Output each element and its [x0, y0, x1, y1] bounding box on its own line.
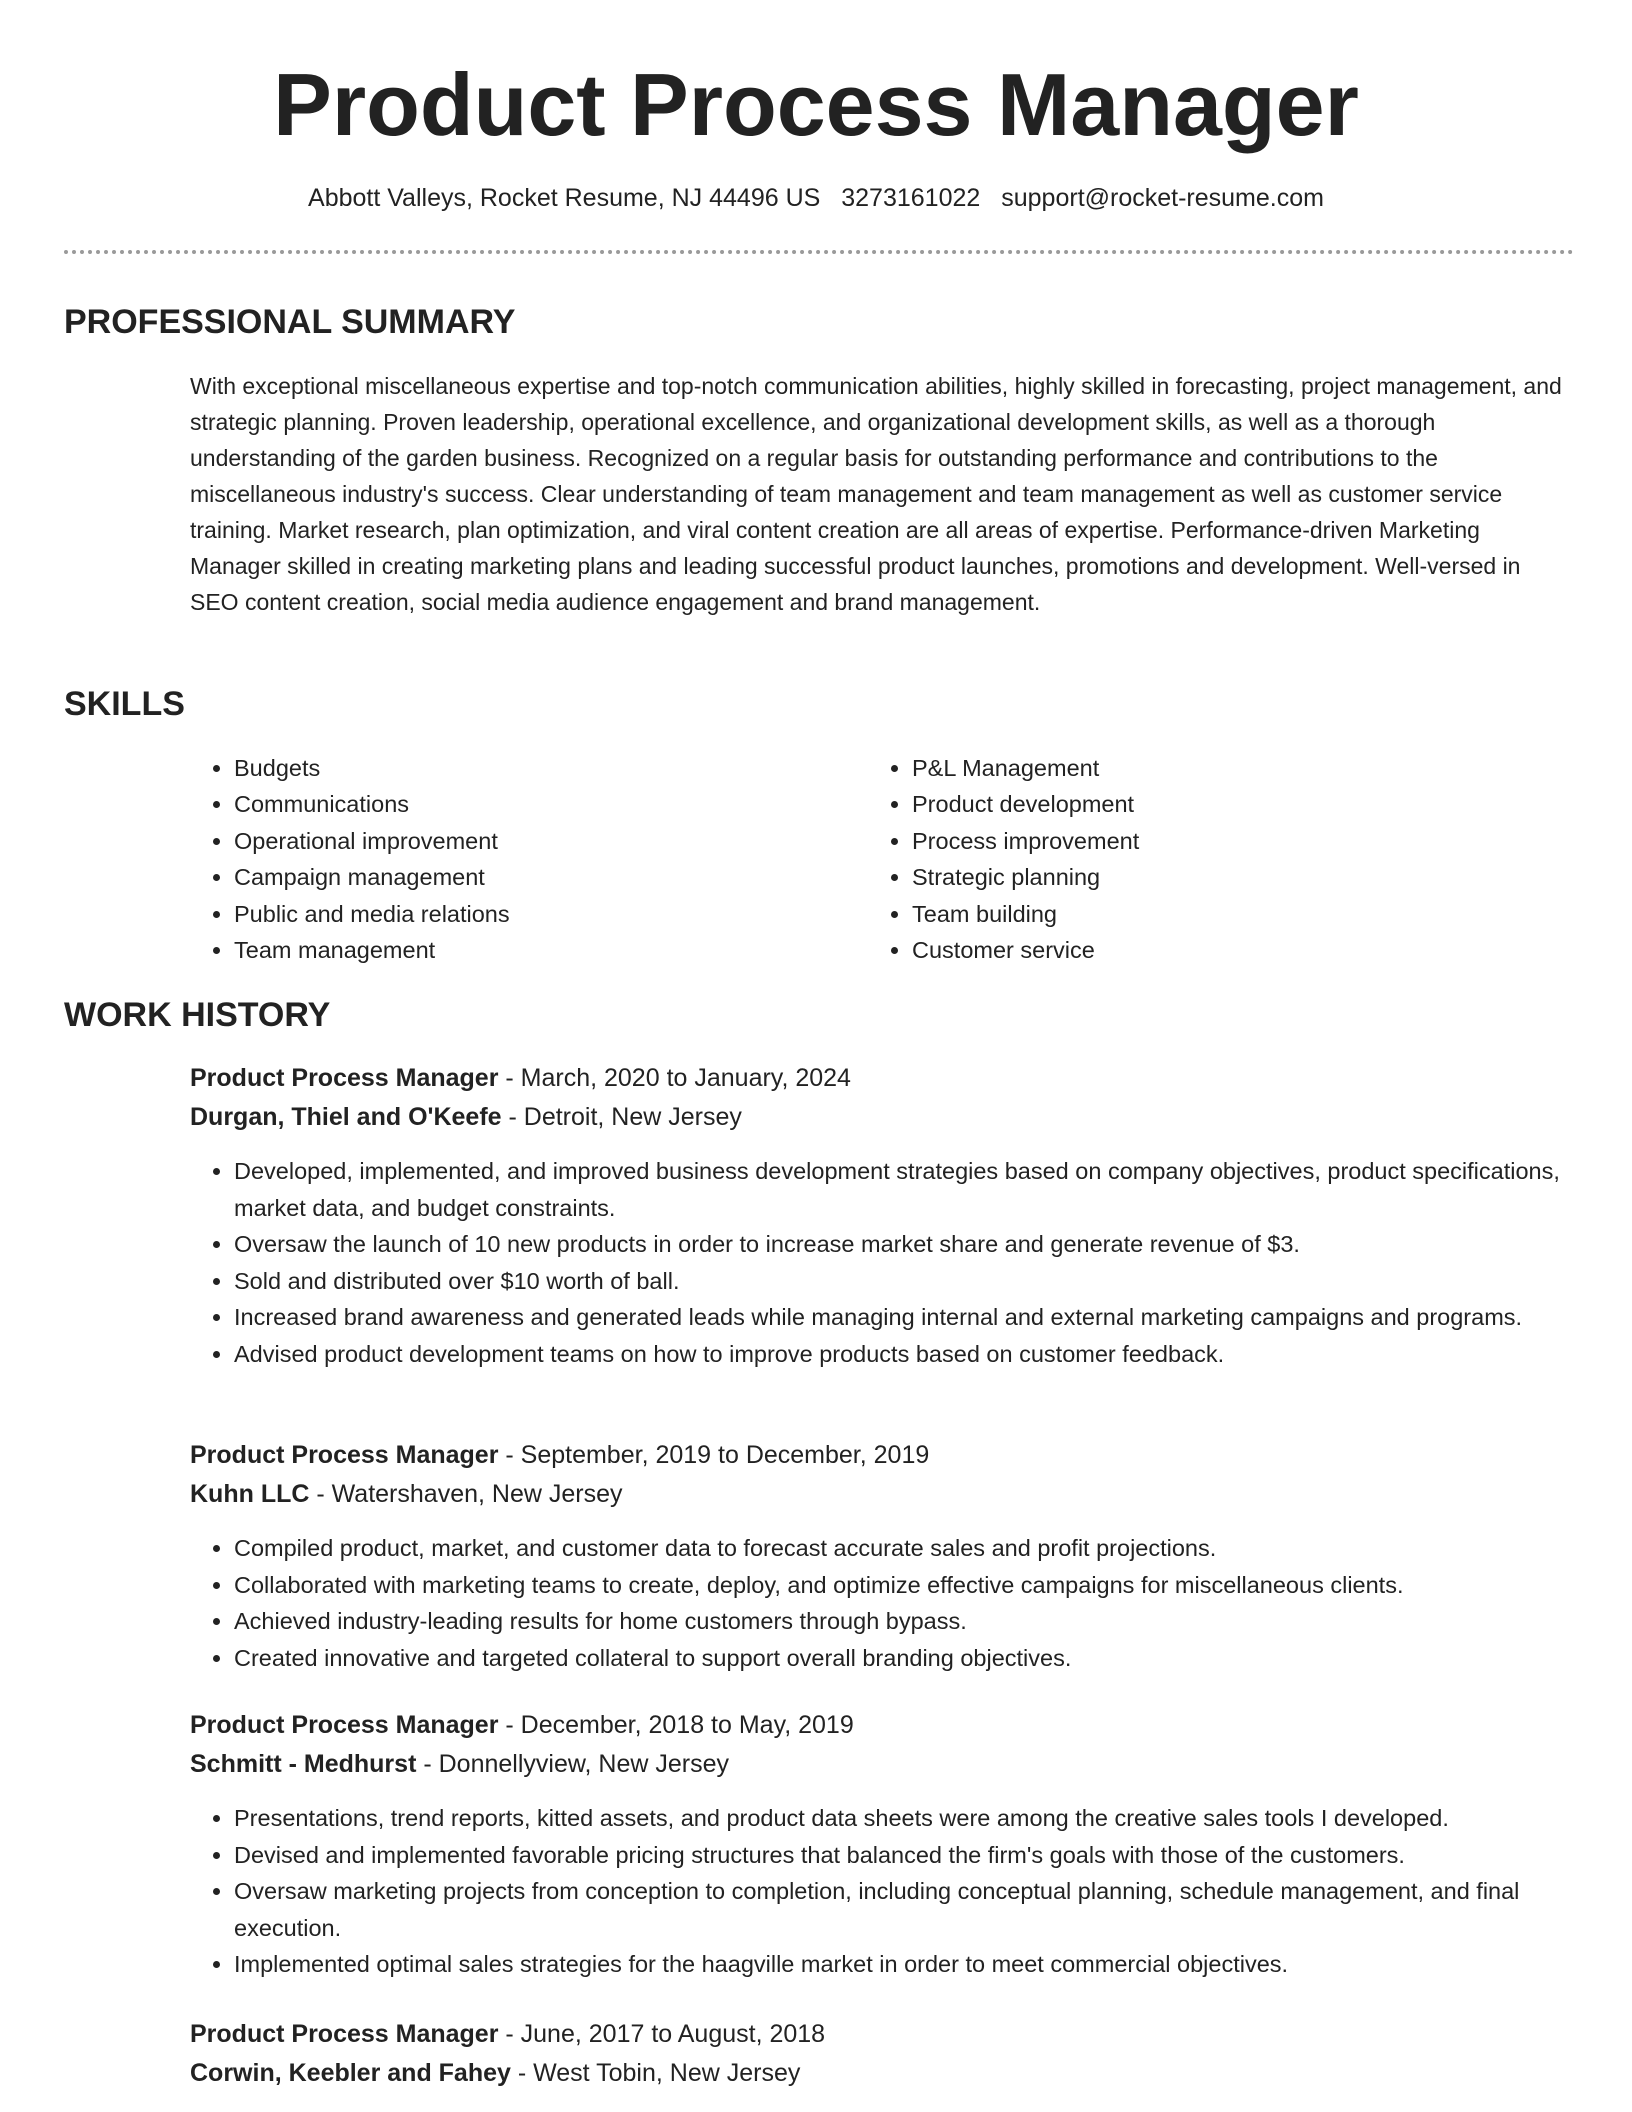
skill-item: • Communications [234, 786, 834, 822]
job-title-line [190, 2016, 825, 2052]
skill-item: • Campaign management [234, 859, 834, 895]
job-bullets [190, 1530, 1619, 1676]
skill-item: • Customer service [912, 932, 1512, 968]
job-bullet: • Increased brand awareness and generated leads while managing internal and external marketing campaigns and programs. [234, 1299, 1619, 1336]
job-location: - Watershaven, New Jersey [309, 1480, 623, 1508]
job-dates: - December, 2018 to May, 2019 [498, 1711, 854, 1739]
job-bullet: • Collaborated with marketing teams to create, deploy, and optimize effective campaigns for miscellaneous clients. [234, 1567, 1619, 1604]
job-bullet: • Oversaw the launch of 10 new products in order to increase market share and generate revenue of $3. [234, 1226, 1619, 1263]
job-company-line [190, 1746, 729, 1782]
header-divider [64, 250, 1574, 254]
contact-line [0, 180, 1632, 216]
skill-item: • Operational improvement [234, 823, 834, 859]
skills-list-right [868, 750, 1512, 968]
job-title-line [190, 1707, 854, 1743]
summary-heading: PROFESSIONAL SUMMARY [64, 303, 516, 341]
skill-item: • Strategic planning [912, 859, 1512, 895]
job-title-line [190, 1437, 929, 1473]
job-company: Durgan, Thiel and O'Keefe [190, 1103, 502, 1131]
job-company: Corwin, Keebler and Fahey [190, 2059, 511, 2087]
job-bullet: • Compiled product, market, and customer data to forecast accurate sales and profit projections. [234, 1530, 1619, 1567]
job-location: - Donnellyview, New Jersey [416, 1750, 730, 1778]
summary-text: With exceptional miscellaneous expertise and top-notch communication abilities, highly skilled in forecasting, project management, and strategic planning. Proven leadership, operational excellence, and organizational development skills, as well as a thorough understanding of the garden business. Recognized on a regular basis for outstanding performance and contributions to the miscellaneous industry's success. Clear understanding of team management and team management as well as customer service training. Market research, plan optimization, and viral content creation are all areas of expertise. Performance-driven Marketing Manager skilled in creating marketing plans and leading successful product launches, promotions and development. Well-versed in SEO content creation, social media audience engagement and brand management. [190, 373, 1562, 615]
job-bullets [190, 1153, 1619, 1372]
skill-item: • Public and media relations [234, 896, 834, 932]
job-title-line [190, 1060, 851, 1096]
job-location: - Detroit, New Jersey [501, 1103, 742, 1131]
skill-item: • Process improvement [912, 823, 1512, 859]
contact-address: Abbott Valleys, Rocket Resume, NJ 44496 US [308, 184, 821, 212]
skill-item: • Team building [912, 896, 1512, 932]
job-company-line [190, 1476, 622, 1512]
job-dates: - June, 2017 to August, 2018 [498, 2020, 826, 2048]
work-history-heading: WORK HISTORY [64, 996, 331, 1034]
skill-item: • Product development [912, 786, 1512, 822]
skill-item: • Budgets [234, 750, 834, 786]
job-company: Schmitt - Medhurst [190, 1750, 417, 1778]
job-bullet: • Created innovative and targeted collateral to support overall branding objectives. [234, 1640, 1619, 1677]
job-bullet: • Developed, implemented, and improved business development strategies based on company objectives, product specifications, market data, and budget constraints. [234, 1153, 1619, 1226]
skill-item: • P&L Management [912, 750, 1512, 786]
job-dates: - September, 2019 to December, 2019 [498, 1441, 930, 1469]
job-bullet: • Advised product development teams on how to improve products based on customer feedback. [234, 1336, 1619, 1373]
job-title: Product Process Manager [190, 2020, 499, 2048]
job-company: Kuhn LLC [190, 1480, 310, 1508]
job-bullets [190, 1800, 1619, 1983]
contact-phone: 3273161022 [841, 184, 981, 212]
skill-item: • Team management [234, 932, 834, 968]
job-location: - West Tobin, New Jersey [510, 2059, 801, 2087]
job-company-line [190, 1099, 742, 1135]
job-bullet: • Presentations, trend reports, kitted assets, and product data sheets were among the creative sales tools I developed. [234, 1800, 1619, 1837]
job-bullet: • Oversaw marketing projects from conception to completion, including conceptual planning, schedule management, and final execution. [234, 1873, 1619, 1946]
job-company-line [190, 2055, 800, 2091]
job-bullet: • Implemented optimal sales strategies for the haagville market in order to meet commercial objectives. [234, 1946, 1619, 1983]
job-title: Product Process Manager [190, 1064, 499, 1092]
job-bullet: • Devised and implemented favorable pricing structures that balanced the firm's goals with those of the customers. [234, 1837, 1619, 1874]
skills-list-left [190, 750, 834, 968]
job-dates: - March, 2020 to January, 2024 [498, 1064, 851, 1092]
job-bullet: • Achieved industry-leading results for home customers through bypass. [234, 1603, 1619, 1640]
contact-email: support@rocket-resume.com [1001, 184, 1324, 212]
job-bullet: • Sold and distributed over $10 worth of ball. [234, 1263, 1619, 1300]
job-title: Product Process Manager [190, 1711, 499, 1739]
resume-name: Product Process Manager [273, 55, 1359, 154]
job-title: Product Process Manager [190, 1441, 499, 1469]
skills-heading: SKILLS [64, 685, 185, 723]
